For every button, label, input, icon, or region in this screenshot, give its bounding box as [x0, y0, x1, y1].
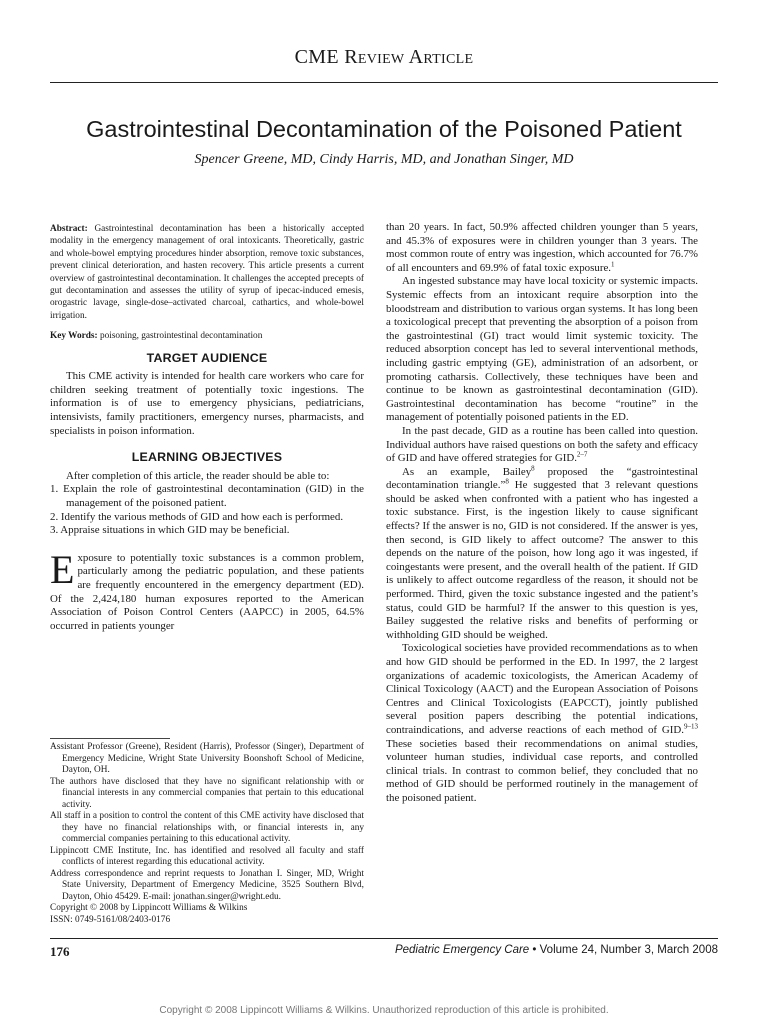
objective-item: 2. Identify the various methods of GID and how each is performed. [50, 510, 344, 523]
section-header-label: Review Article [344, 46, 474, 68]
objective-item: 3. Appraise situations in which GID may be beneficial. [50, 524, 290, 537]
footnotes [50, 742, 364, 926]
intro-text: xposure to potentially toxic substances is a common problem, particularly among the pediatric population, and these patients are frequently encountered in the emergency department (ED). Of the 2,424,180 human exposures reported to the American Association of Poison Control Centers (AAPCC) in 2005, 64.5% occurred in patients younger [50, 551, 364, 632]
learning-objectives-list [50, 483, 364, 537]
header-rule [50, 82, 718, 83]
citation: 9–13 [684, 722, 698, 731]
footnote: All staff in a position to control the content of this CME activity have disclosed that they have no financial relationships with, or financial interests in, any commercial companies pertaining to this educational activity. [50, 811, 364, 844]
abstract-text: Gastrointestinal decontamination has been a historically accepted modality in the emergency management of oral intoxicants. Theoretically, gastric and whole-bowel emptying procedures hinder absorption, remove toxic substances, prevent clinical deterioration, and hasten recovery. This article presents a current overview of gastrointestinal decontamination. It challenges the accepted precepts of gut decontamination and assesses the utility of syrup of ipecac-induced emesis, orogastric lavage, single-dose–activated charcoal, cathartics, and whole-bowel irrigation. [50, 224, 365, 321]
body-paragraph: than 20 years. In fact, 50.9% affected children younger than 5 years, and 45.3% of exposures were in children younger than 3 years. The most common route of entry was ingestion, which accounted for 76.7% of all encounters and 69.9% of fatal toxic exposure.$^1$ [386, 221, 698, 274]
drop-cap: E [50, 546, 75, 592]
body-paragraph: Toxicological societies have provided recommendations as to when and how GID should be performed in the ED. In 1997, the 2 largest organizations of academic toxicologists, the American Academy of Clinical Toxicology (AACT) and the European Association of Poisons Centres and Clinical Toxicologists (EAPCCT), jointly published several position papers describing the potential indications, contraindications, and adverse reactions of each method of GID.$^{9-13}$ These societies based their recommendations on animal studies, volunteer human studies, individual case reports, and controlled clinical trials. In contrast to common belief, they concluded that no method of GID should be performed routinely in the management of the poisoned patient. [386, 642, 698, 804]
right-column [386, 221, 698, 806]
citation: 8 [531, 464, 535, 473]
footnote: Address correspondence and reprint requests to Jonathan I. Singer, MD, Wright State University, Department of Emergency Medicine, 3525 Southern Blvd, Dayton, Ohio 45429. E-mail: jonathan.singer@wright.edu. [50, 868, 364, 902]
left-column [50, 223, 364, 633]
footnote: ISSN: 0749-5161/08/2403-0176 [50, 914, 171, 925]
objective-item: 1. Explain the role of gastrointestinal decontamination (GID) in the management of the poisoned patient. [50, 483, 364, 509]
body-paragraph: As an example, Bailey$^8$ proposed the “gastrointestinal decontamination triangle.”$^8$ He suggested that 3 relevant questions should be asked when confronted with a patient who has ingested a toxic substance. First, is the ingestion likely to cause significant effects? If the answer is no, GID is not considered. If the answer is yes, then second, is GID likely to affect outcome? The answer to this depends on the nature of the poison, how long ago it was ingested, if coingestants were present, and the overall health of the patient. If GID is unlikely to affect outcome regardless of the reason, it should not be performed. Third, given the toxic substance ingested and the patient’s status, could GID be harmful? If the answer to this question is yes, Bailey suggested the relative risks and benefits of performing or withholding GID should be weighed. [386, 464, 698, 641]
citation: 2–7 [576, 450, 588, 459]
journal-citation [395, 944, 718, 956]
footer-rule [50, 938, 718, 939]
keywords-text: poisoning, gastrointestinal decontamination [99, 331, 263, 342]
citation: 1 [611, 260, 615, 269]
footnote: The authors have disclosed that they have no significant relationship with or financial interests in any commercial companies that pertain to this educational activity. [50, 776, 364, 810]
separator-bullet: • [532, 944, 537, 956]
copyright-notice: Copyright © 2008 Lippincott Williams & Wilkins. Unauthorized reproduction of this article is prohibited. [159, 1005, 609, 1016]
abstract [50, 223, 364, 322]
page-number: 176 [50, 944, 70, 959]
section-header-prefix: CME [294, 46, 339, 68]
intro-paragraph [50, 546, 364, 634]
keywords-label: Key Words: [50, 331, 98, 342]
learning-objectives-heading: LEARNING OBJECTIVES [131, 450, 283, 465]
target-audience-heading: TARGET AUDIENCE [146, 350, 268, 365]
journal-volume: Volume 24, Number 3, March 2008 [539, 944, 718, 956]
learning-objectives-intro: After completion of this article, the reader should be able to: [66, 469, 330, 482]
journal-name: Pediatric Emergency Care [394, 944, 530, 956]
section-header [0, 46, 768, 69]
target-audience-text: This CME activity is intended for health care workers who care for children seeking treatment of potentially toxic ingestions. The information is of use to emergency physicians, pediatricians, intensivists, family practitioners, emergency nurses, pharmacists, and specialists in poison information. [50, 370, 364, 437]
body-paragraph: An ingested substance may have local toxicity or systemic impacts. Systemic effects from an intoxicant require absorption into the bloodstream and distribution to various organ systems. It has long been a toxicological precept that preventing the absorption of a poison from the gastrointestinal (GI) tract would limit systemic toxicity. The reduced absorption concept has led to several interventional methods, including gastric emptying (GE), administration of an adsorbent, or promoting catharsis. Collectively, these techniques have been and continue to be known as gastrointestinal decontamination (GID). Gastrointestinal decontamination has become “routine” in the management of potentially poisoned patients in the ED. [386, 275, 698, 424]
abstract-label: Abstract: [50, 224, 88, 234]
footnote-rule [50, 738, 170, 739]
keywords [50, 330, 364, 342]
footnote: Lippincott CME Institute, Inc. has identified and resolved all faculty and staff conflicts of interest regarding this educational activity. [50, 845, 364, 867]
article-authors: Spencer Greene, MD, Cindy Harris, MD, and Jonathan Singer, MD [194, 152, 574, 167]
citation: 8 [505, 477, 509, 486]
body-paragraph: In the past decade, GID as a routine has been called into question. Individual authors have raised questions on both the safety and efficacy of GID and have offered strategies for GID.$^{2-7}$ [386, 424, 698, 465]
footnote: Copyright © 2008 by Lippincott Williams & Wilkins [50, 903, 248, 913]
article-title: Gastrointestinal Decontamination of the Poisoned Patient [86, 116, 682, 142]
footnote: Assistant Professor (Greene), Resident (Harris), Professor (Singer), Department of Emergency Medicine, Wright State University Boonshoft School of Medicine, Dayton, OH. [50, 742, 364, 775]
